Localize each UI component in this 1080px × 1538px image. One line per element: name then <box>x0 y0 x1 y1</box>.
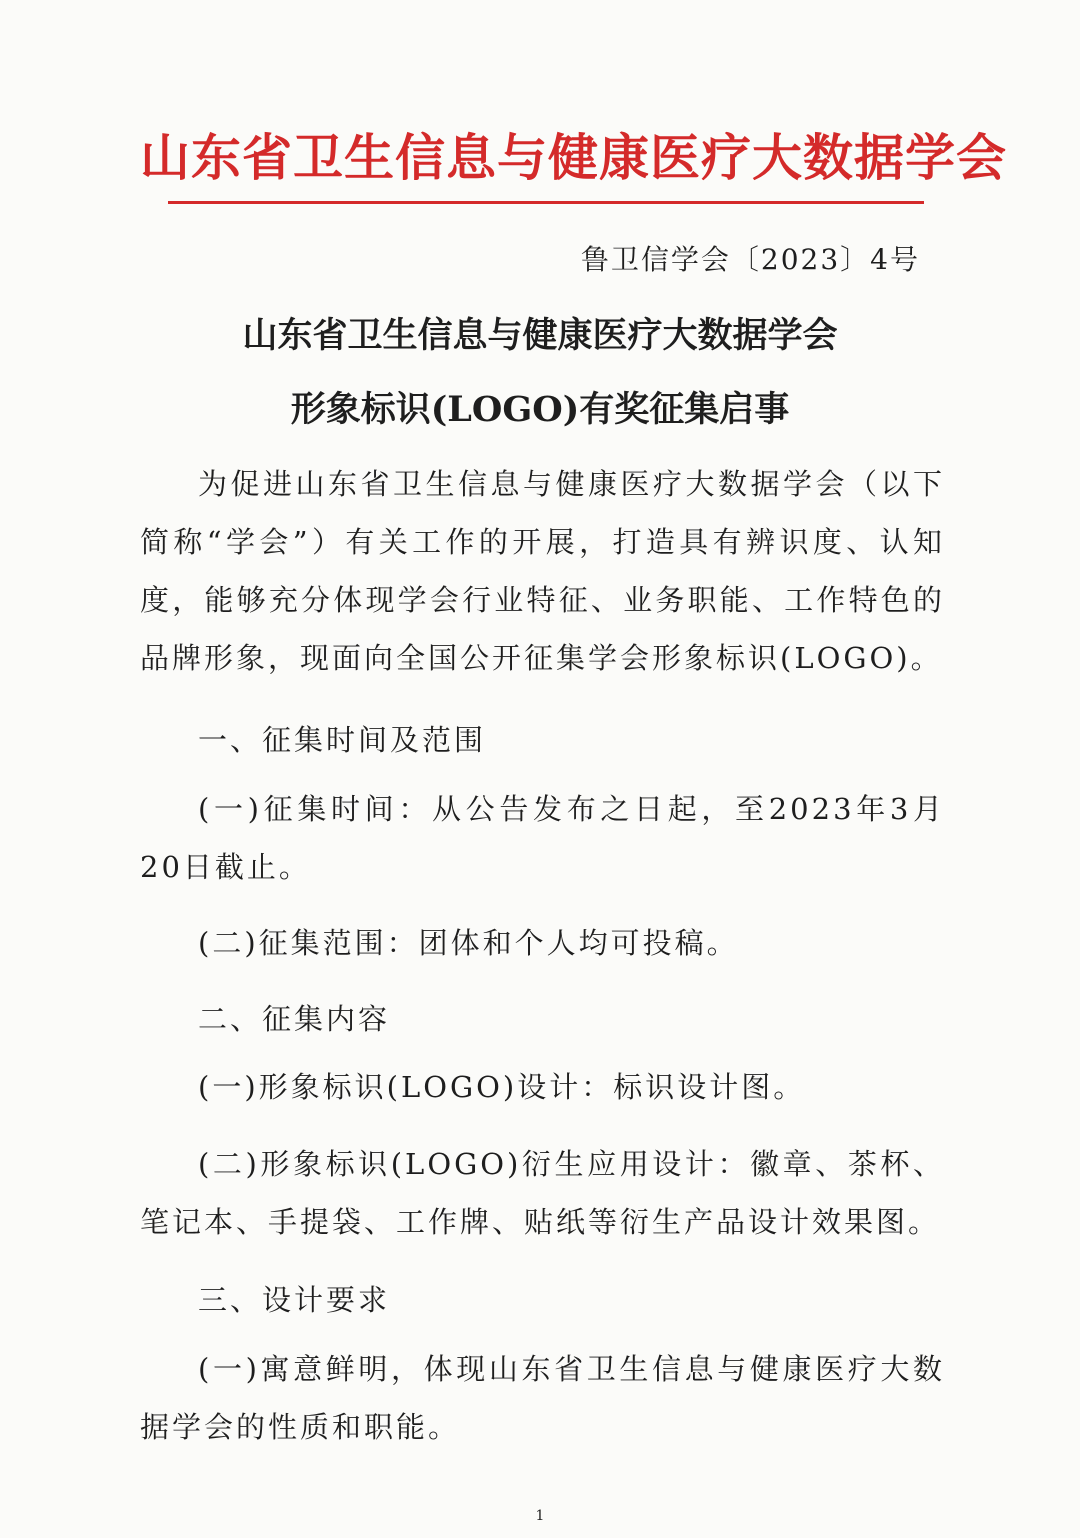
intro-paragraph: 为促进山东省卫生信息与健康医疗大数据学会（以下简称“学会”）有关工作的开展，打造具有辨识度、认知度，能够充分体现学会行业特征、业务职能、工作特色的品牌形象，现面向全国公开征集学会形象标识(LOGO)。 <box>140 467 945 675</box>
organization-header: 山东省卫生信息与健康医疗大数据学会 <box>140 128 1007 187</box>
title-line-1: 山东省卫生信息与健康医疗大数据学会 <box>242 315 838 356</box>
header-red-rule <box>168 201 924 204</box>
section-3-item-1-block <box>140 1340 945 1456</box>
section-3-item-1: (一)寓意鲜明，体现山东省卫生信息与健康医疗大数据学会的性质和职能。 <box>140 1352 945 1444</box>
title-line-2: 形象标识(LOGO)有奖征集启事 <box>290 389 790 430</box>
section-1-item-1-block <box>140 780 945 896</box>
section-1-item-1: (一)征集时间：从公告发布之日起，至2023年3月20日截止。 <box>140 792 945 884</box>
section-heading-3: 三、设计要求 <box>198 1283 391 1317</box>
section-heading-1: 一、征集时间及范围 <box>198 723 487 757</box>
section-2-item-1: (一)形象标识(LOGO)设计：标识设计图。 <box>198 1070 806 1104</box>
document-number: 鲁卫信学会〔2023〕4号 <box>580 243 920 276</box>
section-1-item-2: (二)征集范围：团体和个人均可投稿。 <box>198 926 739 960</box>
intro-block <box>140 455 945 687</box>
page-number: 1 <box>535 1508 545 1524</box>
section-1-item-2-block <box>140 914 945 972</box>
section-2-item-2: (二)形象标识(LOGO)衍生应用设计：徽章、茶杯、笔记本、手提袋、工作牌、贴纸等衍生产品设计效果图。 <box>140 1147 945 1239</box>
section-2-item-1-block <box>140 1058 945 1116</box>
section-2-item-2-block <box>140 1135 945 1251</box>
section-heading-2: 二、征集内容 <box>198 1002 391 1036</box>
